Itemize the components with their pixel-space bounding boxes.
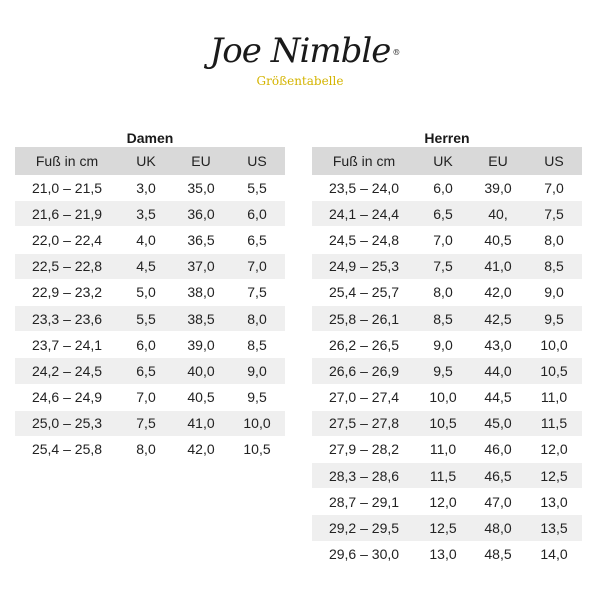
table-row [15,253,285,279]
foot-length-cell: 29,2 – 29,5 [312,515,416,541]
brand-header [0,32,600,88]
header-eu: EU [470,147,526,175]
table-row [312,515,582,541]
us-size-cell: 7,5 [526,201,582,227]
eu-size-cell: 48,5 [470,541,526,567]
uk-size-cell: 10,5 [416,410,470,436]
us-size-cell: 6,0 [229,201,285,227]
header-eu: EU [173,147,229,175]
eu-size-cell: 45,0 [470,410,526,436]
registered-mark: ® [392,48,401,57]
damen-section [15,129,285,463]
uk-size-cell: 7,5 [119,410,173,436]
damen-table-body [15,175,285,463]
foot-length-cell: 26,6 – 26,9 [312,358,416,384]
uk-size-cell: 5,0 [119,279,173,305]
foot-length-cell: 23,5 – 24,0 [312,175,416,201]
us-size-cell: 9,5 [229,384,285,410]
table-row [312,253,582,279]
foot-length-cell: 21,6 – 21,9 [15,201,119,227]
uk-size-cell: 5,5 [119,305,173,331]
eu-size-cell: 36,5 [173,227,229,253]
damen-size-table [15,147,285,463]
eu-size-cell: 38,5 [173,305,229,331]
uk-size-cell: 7,0 [119,384,173,410]
us-size-cell: 9,0 [526,279,582,305]
foot-length-cell: 24,9 – 25,3 [312,253,416,279]
table-row [312,358,582,384]
herren-header-row [312,147,582,175]
eu-size-cell: 40,0 [173,358,229,384]
header-us: US [526,147,582,175]
table-row [15,227,285,253]
eu-size-cell: 46,0 [470,436,526,462]
foot-length-cell: 25,0 – 25,3 [15,410,119,436]
uk-size-cell: 4,0 [119,227,173,253]
us-size-cell: 11,0 [526,384,582,410]
table-row [15,436,285,462]
uk-size-cell: 6,5 [119,358,173,384]
us-size-cell: 12,5 [526,463,582,489]
brand-logo-text: Joe Nimble [209,31,391,71]
foot-length-cell: 28,7 – 29,1 [312,489,416,515]
uk-size-cell: 9,5 [416,358,470,384]
eu-size-cell: 37,0 [173,253,229,279]
table-row [312,463,582,489]
eu-size-cell: 43,0 [470,332,526,358]
table-row [312,332,582,358]
us-size-cell: 10,0 [526,332,582,358]
eu-size-cell: 44,5 [470,384,526,410]
foot-length-cell: 28,3 – 28,6 [312,463,416,489]
foot-length-cell: 22,0 – 22,4 [15,227,119,253]
uk-size-cell: 6,0 [119,332,173,358]
us-size-cell: 14,0 [526,541,582,567]
foot-length-cell: 25,8 – 26,1 [312,305,416,331]
header-foot-cm: Fuß in cm [312,147,416,175]
us-size-cell: 10,5 [229,436,285,462]
us-size-cell: 12,0 [526,436,582,462]
us-size-cell: 7,0 [526,175,582,201]
us-size-cell: 8,5 [526,253,582,279]
table-row [312,279,582,305]
eu-size-cell: 41,0 [173,410,229,436]
uk-size-cell: 7,0 [416,227,470,253]
table-row [15,201,285,227]
foot-length-cell: 22,9 – 23,2 [15,279,119,305]
damen-title: Damen [126,130,174,146]
us-size-cell: 8,0 [229,305,285,331]
eu-size-cell: 46,5 [470,463,526,489]
uk-size-cell: 10,0 [416,384,470,410]
uk-size-cell: 3,0 [119,175,173,201]
eu-size-cell: 48,0 [470,515,526,541]
table-row [15,279,285,305]
eu-size-cell: 42,0 [470,279,526,305]
foot-length-cell: 25,4 – 25,7 [312,279,416,305]
eu-size-cell: 40,5 [470,227,526,253]
table-row [312,410,582,436]
foot-length-cell: 26,2 – 26,5 [312,332,416,358]
eu-size-cell: 39,0 [173,332,229,358]
header-us: US [229,147,285,175]
eu-size-cell: 40,5 [173,384,229,410]
header-uk: UK [119,147,173,175]
us-size-cell: 9,5 [526,305,582,331]
table-row [15,305,285,331]
table-row [15,332,285,358]
us-size-cell: 5,5 [229,175,285,201]
uk-size-cell: 8,5 [416,305,470,331]
us-size-cell: 10,5 [526,358,582,384]
table-row [312,305,582,331]
foot-length-cell: 22,5 – 22,8 [15,253,119,279]
damen-header-row [15,147,285,175]
eu-size-cell: 38,0 [173,279,229,305]
table-row [312,541,582,567]
eu-size-cell: 42,5 [470,305,526,331]
foot-length-cell: 23,3 – 23,6 [15,305,119,331]
eu-size-cell: 42,0 [173,436,229,462]
uk-size-cell: 13,0 [416,541,470,567]
eu-size-cell: 44,0 [470,358,526,384]
eu-size-cell: 47,0 [470,489,526,515]
foot-length-cell: 24,2 – 24,5 [15,358,119,384]
foot-length-cell: 23,7 – 24,1 [15,332,119,358]
foot-length-cell: 24,6 – 24,9 [15,384,119,410]
foot-length-cell: 29,6 – 30,0 [312,541,416,567]
foot-length-cell: 27,9 – 28,2 [312,436,416,462]
uk-size-cell: 11,0 [416,436,470,462]
us-size-cell: 13,5 [526,515,582,541]
eu-size-cell: 41,0 [470,253,526,279]
uk-size-cell: 12,5 [416,515,470,541]
us-size-cell: 9,0 [229,358,285,384]
table-row [312,175,582,201]
us-size-cell: 8,5 [229,332,285,358]
page-subtitle: Größentabelle [256,74,344,88]
uk-size-cell: 12,0 [416,489,470,515]
uk-size-cell: 4,5 [119,253,173,279]
herren-section [312,129,582,568]
herren-title: Herren [424,130,470,146]
uk-size-cell: 8,0 [119,436,173,462]
table-row [15,410,285,436]
us-size-cell: 11,5 [526,410,582,436]
herren-size-table [312,147,582,568]
header-foot-cm: Fuß in cm [15,147,119,175]
herren-table-body [312,175,582,567]
uk-size-cell: 9,0 [416,332,470,358]
foot-length-cell: 27,5 – 27,8 [312,410,416,436]
foot-length-cell: 25,4 – 25,8 [15,436,119,462]
uk-size-cell: 11,5 [416,463,470,489]
table-row [15,358,285,384]
table-row [312,489,582,515]
uk-size-cell: 6,0 [416,175,470,201]
eu-size-cell: 39,0 [470,175,526,201]
foot-length-cell: 27,0 – 27,4 [312,384,416,410]
us-size-cell: 7,5 [229,279,285,305]
table-row [15,384,285,410]
header-uk: UK [416,147,470,175]
uk-size-cell: 7,5 [416,253,470,279]
uk-size-cell: 8,0 [416,279,470,305]
eu-size-cell: 40, [470,201,526,227]
table-row [312,201,582,227]
table-row [312,384,582,410]
us-size-cell: 8,0 [526,227,582,253]
us-size-cell: 13,0 [526,489,582,515]
foot-length-cell: 24,1 – 24,4 [312,201,416,227]
us-size-cell: 7,0 [229,253,285,279]
table-row [312,436,582,462]
foot-length-cell: 24,5 – 24,8 [312,227,416,253]
us-size-cell: 6,5 [229,227,285,253]
us-size-cell: 10,0 [229,410,285,436]
eu-size-cell: 36,0 [173,201,229,227]
uk-size-cell: 6,5 [416,201,470,227]
table-row [312,227,582,253]
uk-size-cell: 3,5 [119,201,173,227]
brand-logo [209,31,401,71]
eu-size-cell: 35,0 [173,175,229,201]
table-row [15,175,285,201]
foot-length-cell: 21,0 – 21,5 [15,175,119,201]
